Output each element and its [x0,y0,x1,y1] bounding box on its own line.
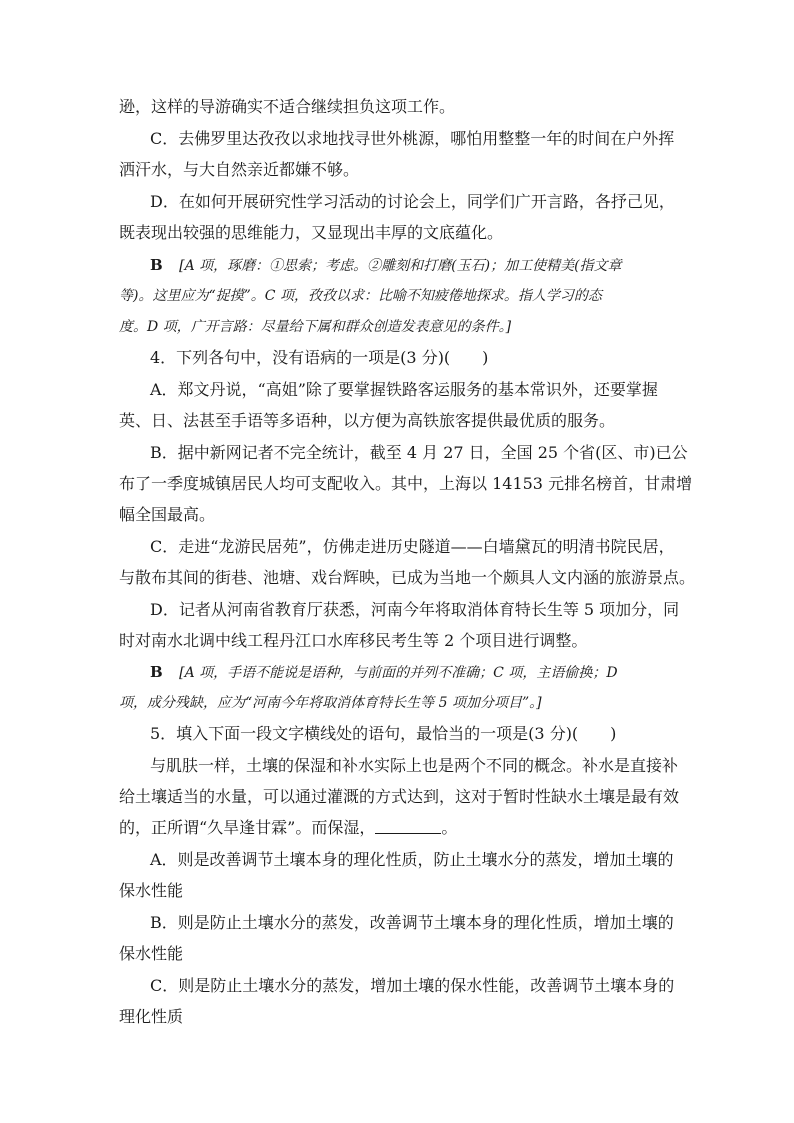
q4-answer-line2: 项，成分残缺，应为“河南今年将取消体育特长生等 5 项加分项目”。] [119,695,542,711]
q4-option-c-line2: 与散布其间的街巷、池塘、戏台辉映，已成为当地一个颇具人文内涵的旅游景点。 [119,568,696,587]
prev-answer-text-line1: [A 项，琢磨：①思索；考虑。②雕刻和打磨(玉石)；加工使精美(指文章 [179,258,622,274]
prev-answer-line1 [150,254,622,277]
q4-option-b-line1: B．据中新网记者不完全统计，截至 4 月 27 日，全国 25 个省(区、市)已公 [150,443,688,462]
q5-stem: 5．填入下面一段文字横线处的语句，最恰当的一项是(3 分)( ) [150,724,617,743]
q5-passage-line3-after: 。 [441,818,458,837]
q5-passage-line1: 与肌肤一样，土壤的保湿和补水实际上也是两个不同的概念。补水是直接补 [150,756,679,775]
prev-answer-letter: B [150,256,163,274]
prev-option-d-line2: 既表现出较强的思维能力，又显现出丰厚的文底蕴化。 [119,223,504,242]
q4-stem: 4．下列各句中，没有语病的一项是(3 分)( ) [150,348,489,367]
q4-option-a-line2: 英、日、法甚至手语等多语种，以方便为高铁旅客提供最优质的服务。 [119,411,616,430]
q5-option-c-line2: 理化性质 [119,1007,184,1026]
prev-answer-line2: 等)。这里应为“捉摸”。C 项，孜孜以求：比喻不知疲倦地探求。指人学习的态 [119,288,602,304]
q5-passage-line3 [119,817,457,839]
prev-item-tail: 逊，这样的导游确实不适合继续担负这项工作。 [119,97,456,116]
q5-option-b-line1: B．则是防止土壤水分的蒸发，改善调节土壤本身的理化性质，增加土壤的 [150,913,674,932]
q4-option-a-line1: A．郑文丹说，“高姐”除了要掌握铁路客运服务的基本常识外，还要掌握 [150,380,658,399]
q4-option-d-line2: 时对南水北调中线工程丹江口水库移民考生等 2 个项目进行调整。 [119,631,588,650]
q5-option-b-line2: 保水性能 [119,944,184,963]
q4-answer-line1 [150,661,618,684]
q4-answer-text-line1: [A 项，手语不能说是语种，与前面的并列不准确；C 项，主语偷换；D [179,665,618,681]
prev-option-c-line1: C．去佛罗里达孜孜以求地找寻世外桃源，哪怕用整整一年的时间在户外挥 [150,129,675,148]
q4-option-b-line3: 幅全国最高。 [119,505,216,524]
q4-answer-letter: B [150,663,163,681]
q4-option-d-line1: D．记者从河南省教育厅获悉，河南今年将取消体育特长生等 5 项加分，同 [150,600,680,619]
prev-option-d-line1: D．在如何开展研究性学习活动的讨论会上，同学们广开言路，各抒己见， [150,192,675,211]
q4-option-c-line1: C．走进“龙游民居苑”，仿佛走进历史隧道——白墙黛瓦的明清书院民居， [150,537,675,556]
q5-option-c-line1: C．则是防止土壤水分的蒸发，增加土壤的保水性能，改善调节土壤本身的 [150,976,675,995]
q5-option-a-line1: A．则是改善调节土壤本身的理化性质，防止土壤水分的蒸发，增加土壤的 [150,850,674,869]
prev-option-c-line2: 洒汗水，与大自然亲近都嫌不够。 [119,160,360,179]
q5-passage-line3-before: 的，正所谓“久旱逢甘霖”。而保湿， [119,818,376,837]
q5-fill-blank [375,818,441,834]
q5-passage-line2: 给土壤适当的水量，可以通过灌溉的方式达到，这对于暂时性缺水土壤是最有效 [119,787,680,806]
prev-answer-line3: 度。D 项，广开言路：尽量给下属和群众创造发表意见的条件。] [119,319,512,335]
q4-option-b-line2: 布了一季度城镇居民人均可支配收入。其中，上海以 14153 元排名榜首，甘肃增 [119,474,693,493]
q5-option-a-line2: 保水性能 [119,881,184,900]
